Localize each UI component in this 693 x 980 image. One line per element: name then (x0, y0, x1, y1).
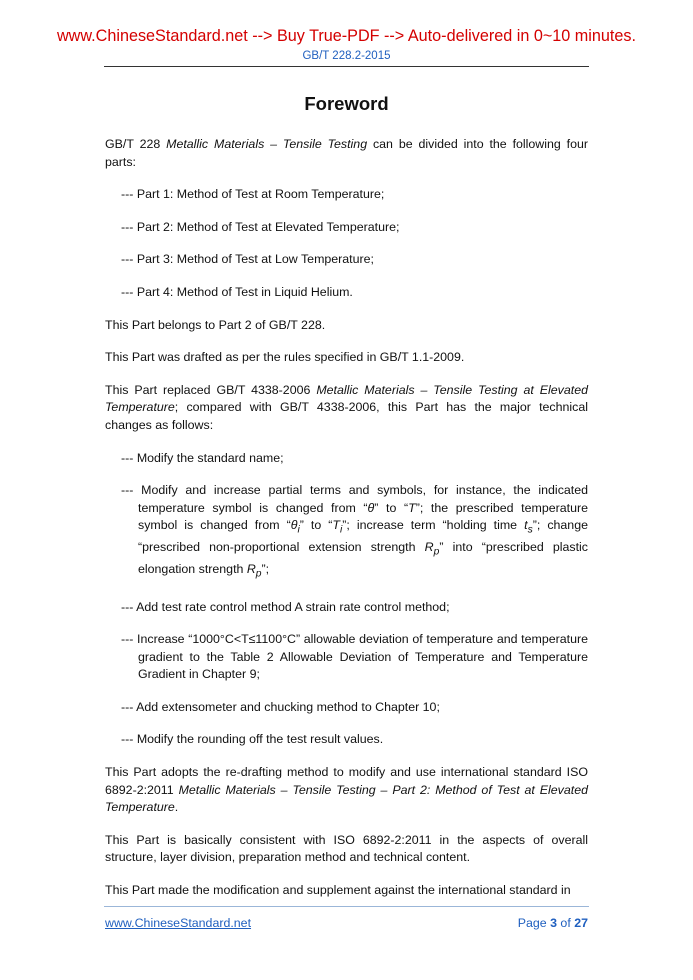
adopts-paragraph: This Part adopts the re-drafting method to modify and use international standard ISO 6892-2:2011 Metallic Materials – Tensile Testing – Part 2: Method of Test at Elevated Temperature. (105, 765, 588, 815)
change-list-item: --- Increase “1000°C<T≤1100°C” allowable deviation of temperature and temperature gradient to the Table 2 Allowable Deviation of Temperature and Temperature Gradient in Chapter 9; (121, 632, 588, 682)
page-title: Foreword (304, 93, 389, 114)
consistent-paragraph: This Part is basically consistent with ISO 6892-2:2011 in the aspects of overall structure, layer division, preparation method and technical content. (105, 832, 588, 865)
change-list-item: --- Modify and increase partial terms and symbols, for instance, the indicated temperature symbol is changed from “θ” to “T”; the prescribed temperature symbol is changed from “$\theta_i$” to “$T_i$”; increase term “holding time $t_s$”; change “prescribed non-proportional extension strength $R_p$” into “prescribed plastic elongation strength $R_p$”; (121, 483, 588, 580)
modification-paragraph: This Part made the modification and supplement against the international standard in (105, 883, 571, 898)
replaced-paragraph: This Part replaced GB/T 4338-2006 Metallic Materials – Tensile Testing at Elevated Temperature; compared with GB/T 4338-2006, this Part has the major technical changes as follows: (105, 382, 588, 432)
header-divider (104, 66, 589, 67)
banner-separator: --> (379, 27, 408, 45)
part-list-item: --- Part 4: Method of Test in Liquid Helium. (121, 284, 353, 299)
part-list-item: --- Part 3: Method of Test at Low Temperature; (121, 252, 374, 267)
footer-divider (104, 906, 589, 907)
banner-delivery-text: Auto-delivered in 0~10 minutes. (407, 27, 636, 45)
document-body (105, 136, 588, 915)
page-number: Page 3 of 27 (517, 916, 588, 930)
part-list-item: --- Part 1: Method of Test at Room Temperature; (121, 187, 385, 202)
change-list-item: --- Add test rate control method A strain rate control method; (121, 599, 450, 614)
footer-site-link[interactable]: www.ChineseStandard.net (105, 916, 252, 930)
banner-site-link[interactable]: www.ChineseStandard.net (56, 27, 248, 45)
belongs-paragraph: This Part belongs to Part 2 of GB/T 228. (105, 317, 326, 332)
header-banner (0, 27, 693, 46)
banner-separator: --> (247, 27, 277, 45)
part-list-item: --- Part 2: Method of Test at Elevated Temperature; (121, 219, 400, 234)
change-list-item: --- Modify the standard name; (121, 450, 284, 465)
document-number: GB/T 228.2-2015 (302, 50, 391, 62)
change-list-item: --- Modify the rounding off the test result values. (121, 732, 384, 747)
change-list-item: --- Add extensometer and chucking method to Chapter 10; (121, 699, 440, 714)
drafted-paragraph: This Part was drafted as per the rules specified in GB/T 1.1-2009. (105, 350, 465, 365)
intro-paragraph: GB/T 228 Metallic Materials – Tensile Testing can be divided into the following four parts: (105, 137, 589, 169)
banner-buy-pdf-link[interactable]: Buy True-PDF (276, 27, 380, 45)
